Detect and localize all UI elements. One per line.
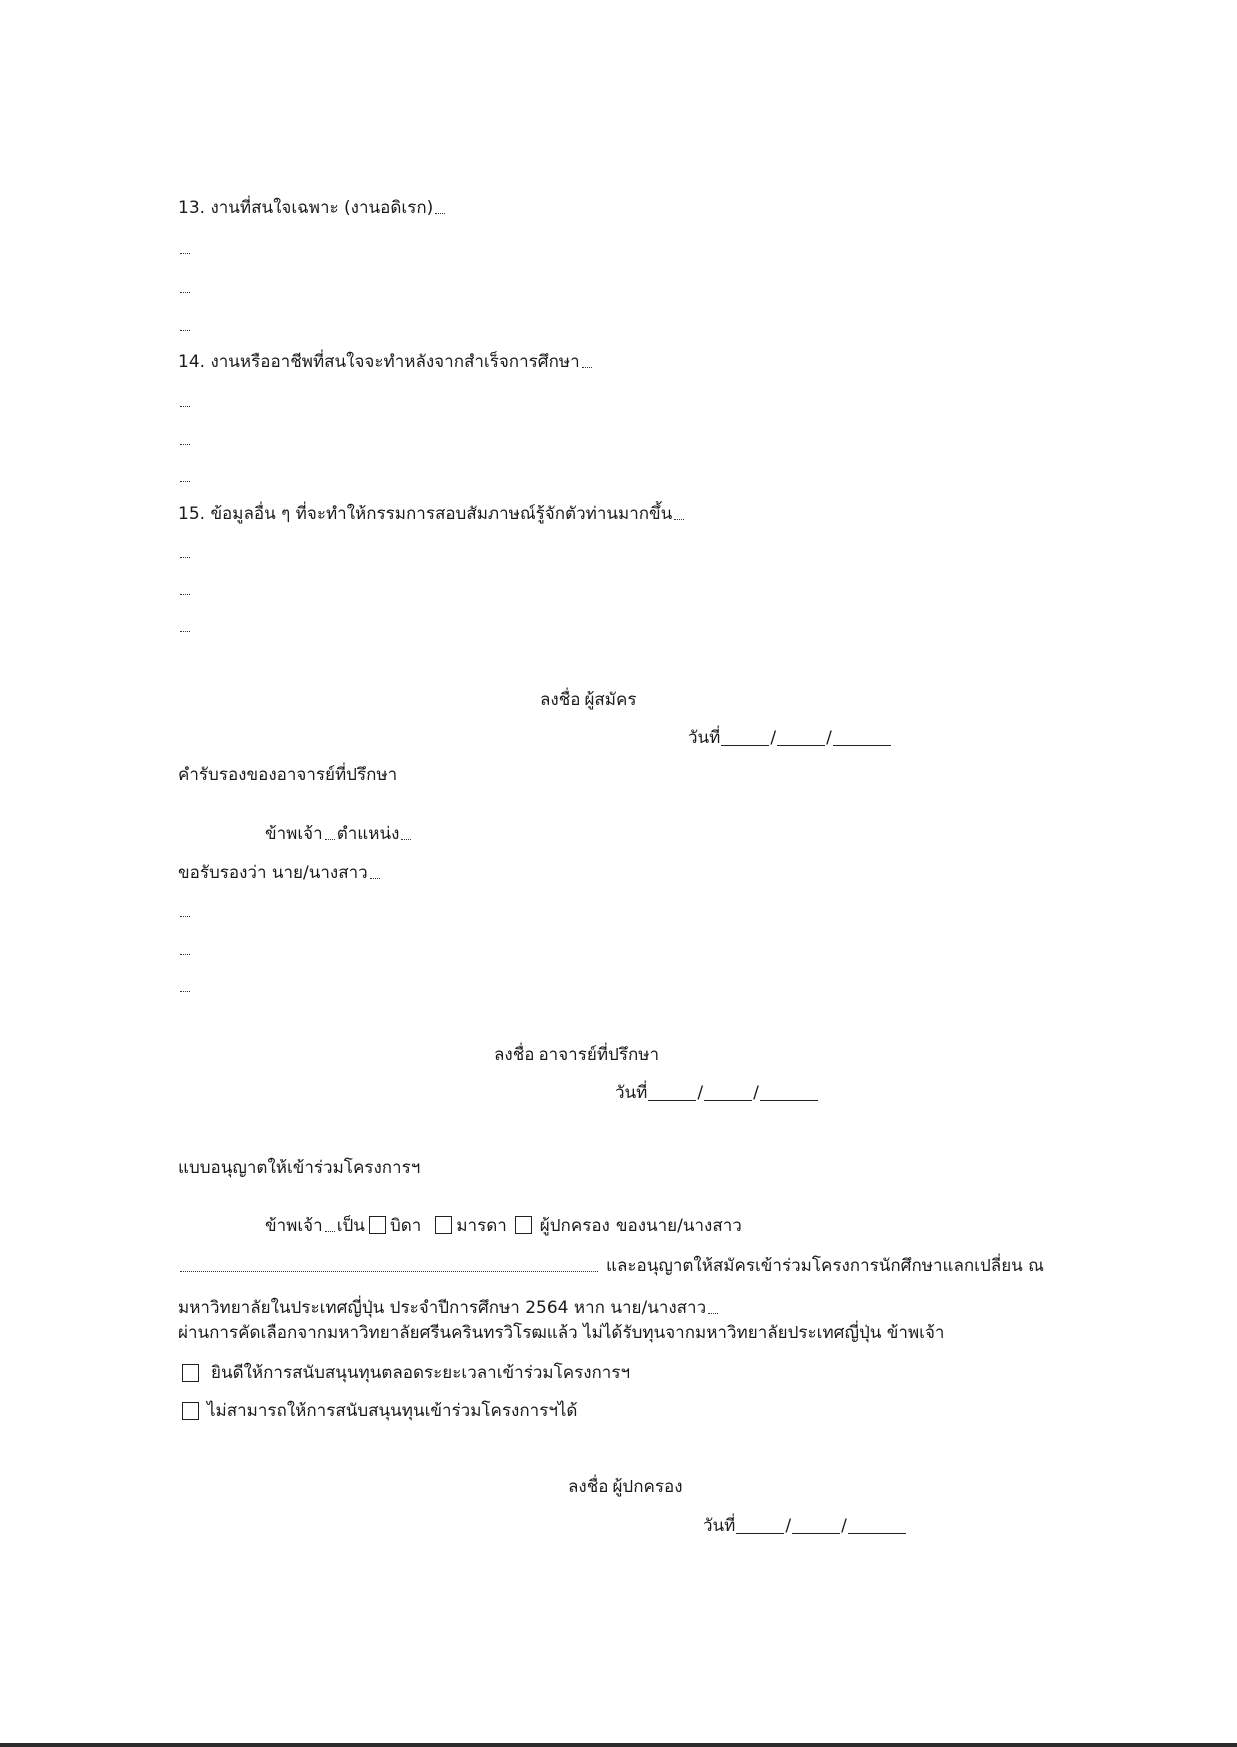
advisor-role-label: อาจารย์ที่ปรึกษา <box>538 1045 659 1065</box>
applicant-sign-label: ลงชื่อ <box>540 690 581 710</box>
advisor-date-year[interactable] <box>760 1100 818 1101</box>
guardian-date-label: วันที่ <box>703 1516 736 1536</box>
advisor-date-month[interactable] <box>704 1100 752 1101</box>
support-checkbox[interactable] <box>182 1364 199 1382</box>
advisor-sign-label: ลงชื่อ <box>494 1045 535 1065</box>
advisor-date-label: วันที่ <box>615 1083 648 1103</box>
advisor-position-field[interactable] <box>401 839 411 840</box>
advisor-certify-label: ขอรับรองว่า นาย/นางสาว <box>178 863 368 883</box>
permission-student-line <box>178 1250 1066 1276</box>
q14-answer-line-3[interactable] <box>178 423 1050 449</box>
option-no-support-label: ไม่สามารถให้การสนับสนุนทุนเข้าร่วมโครงการฯได้ <box>207 1401 578 1421</box>
permission-heading: แบบอนุญาตให้เข้าร่วมโครงการฯ <box>178 1158 421 1178</box>
student-name-field[interactable] <box>180 1271 598 1272</box>
permission-university-line <box>178 1292 1073 1318</box>
q13-line <box>178 192 1030 218</box>
permission-university-text: มหาวิทยาลัยในประเทศญี่ปุ่น ประจำปีการศึกษา 2564 หาก นาย/นางสาว <box>178 1298 707 1318</box>
q15-answer-line-3[interactable] <box>178 573 1033 599</box>
father-label: บิดา <box>389 1216 422 1236</box>
q13-answer-field[interactable] <box>435 213 445 214</box>
permission-guardian-line <box>265 1210 1073 1236</box>
guardian-date-day[interactable] <box>736 1533 784 1534</box>
father-checkbox[interactable] <box>369 1216 386 1234</box>
q14-label: 14. งานหรืออาชีพที่สนใจจะทำหลังจากสำเร็จการศึกษา <box>178 352 580 372</box>
applicant-date-line: วันที่ / / <box>688 722 892 748</box>
q15-answer-line-2[interactable] <box>178 536 1050 562</box>
guardian-label: ผู้ปกครอง <box>539 1216 610 1236</box>
advisor-i-label: ข้าพเจ้า <box>265 824 323 844</box>
option-support-label: ยินดีให้การสนับสนุนทุนตลอดระยะเวลาเข้าร่วมโครงการฯ <box>211 1363 631 1383</box>
permission-i-label: ข้าพเจ้า <box>265 1216 323 1236</box>
advisor-comment-line-2[interactable] <box>178 933 1035 959</box>
guardian-date-line: วันที่ / / <box>703 1510 907 1536</box>
q14-answer-field[interactable] <box>582 367 592 368</box>
advisor-name-field[interactable] <box>325 839 335 840</box>
applicant-date-month[interactable] <box>777 745 825 746</box>
guardian-date-month[interactable] <box>792 1533 840 1534</box>
guardian-role-label: ผู้ปกครอง <box>612 1477 683 1497</box>
q15-answer-field[interactable] <box>674 519 684 520</box>
q13-label: 13. งานที่สนใจเฉพาะ (งานอดิเรก) <box>178 198 434 218</box>
q13-answer-line-2[interactable] <box>178 232 1030 258</box>
advisor-comment-line-1[interactable] <box>178 895 1035 921</box>
advisor-certify-line <box>178 857 1035 883</box>
student-name-field-2[interactable] <box>708 1313 718 1314</box>
advisor-name-line <box>265 818 1035 844</box>
guardian-signature-line <box>568 1471 1061 1497</box>
guardian-sign-label: ลงชื่อ <box>568 1477 609 1497</box>
advisor-comment-line-3[interactable] <box>178 970 1035 996</box>
advisor-student-name-field[interactable] <box>370 878 380 879</box>
of-label: ของนาย/นางสาว <box>615 1216 742 1236</box>
option-no-support-row <box>182 1400 577 1422</box>
mother-label: มารดา <box>456 1216 507 1236</box>
permission-pass-text: ผ่านการคัดเลือกจากมหาวิทยาลัยศรีนครินทรวิโรฒแล้ว ไม่ได้รับทุนจากมหาวิทยาลัยประเทศญี่ปุ่น ข้าพเจ้า <box>178 1323 945 1343</box>
guardian-checkbox[interactable] <box>515 1216 532 1234</box>
advisor-signature-line <box>494 1039 1039 1065</box>
applicant-date-day[interactable] <box>721 745 769 746</box>
permission-allow-text: และอนุญาตให้สมัครเข้าร่วมโครงการนักศึกษาแลกเปลี่ยน ณ <box>606 1256 1044 1276</box>
advisor-date-day[interactable] <box>648 1100 696 1101</box>
advisor-position-label: ตำแหน่ง <box>336 824 400 844</box>
applicant-role-label: ผู้สมัคร <box>584 690 637 710</box>
applicant-signature-line <box>540 684 1033 710</box>
guardian-name-field[interactable] <box>325 1231 335 1232</box>
q14-line <box>178 346 1046 372</box>
page-bottom-edge <box>0 1743 1237 1747</box>
applicant-date-year[interactable] <box>833 745 891 746</box>
q13-answer-line-4[interactable] <box>178 309 1030 335</box>
q13-answer-line-3[interactable] <box>178 271 1030 297</box>
q15-line <box>178 498 1042 524</box>
q15-label: 15. ข้อมูลอื่น ๆ ที่จะทำให้กรรมการสอบสัมภาษณ์รู้จักตัวท่านมากขึ้น <box>178 504 673 524</box>
applicant-date-label: วันที่ <box>688 728 721 748</box>
advisor-date-line: วันที่ / / <box>615 1077 819 1103</box>
mother-checkbox[interactable] <box>435 1216 452 1234</box>
option-support-row <box>182 1362 630 1384</box>
q14-answer-line-4[interactable] <box>178 460 1050 486</box>
no-support-checkbox[interactable] <box>182 1402 199 1420</box>
q15-answer-line-4[interactable] <box>178 610 1050 636</box>
q14-answer-line-2[interactable] <box>178 385 1050 411</box>
advisor-heading: คำรับรองของอาจารย์ที่ปรึกษา <box>178 765 398 785</box>
guardian-date-year[interactable] <box>848 1533 906 1534</box>
permission-as-label: เป็น <box>336 1216 365 1236</box>
